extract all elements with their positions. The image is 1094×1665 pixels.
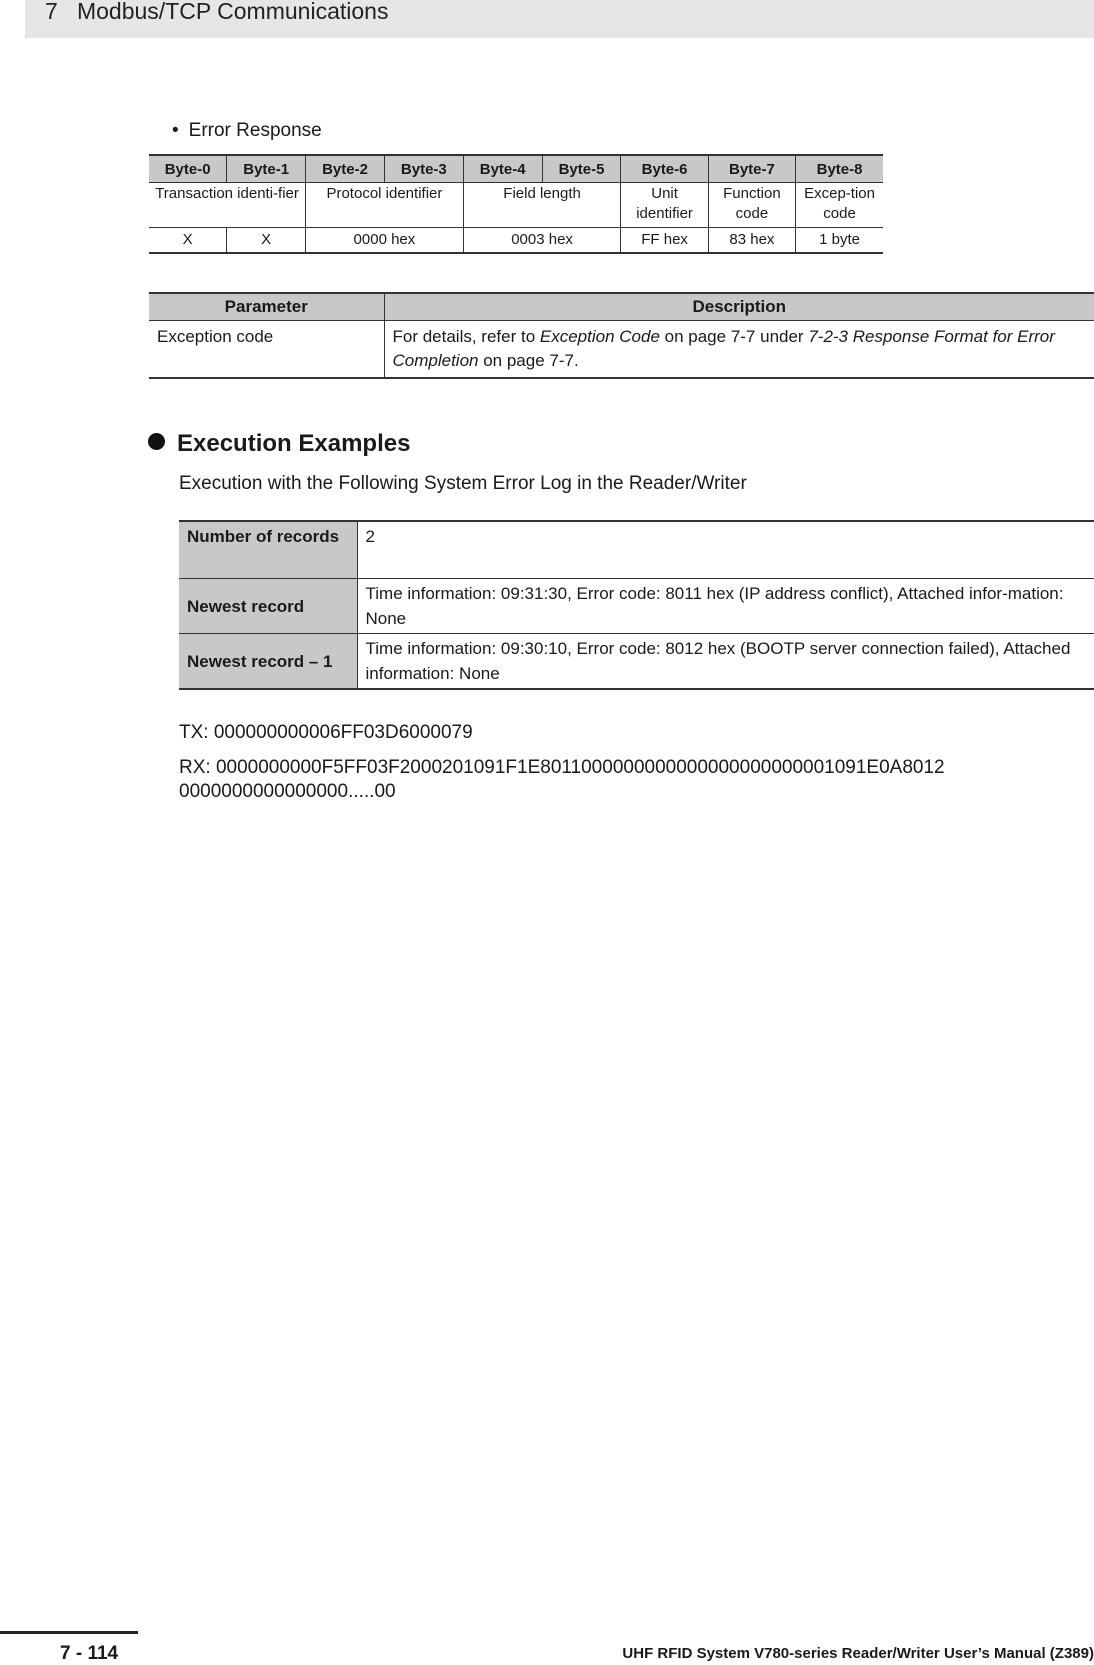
footer-rule (0, 1631, 138, 1634)
execution-subtitle: Execution with the Following System Error Log in the Reader/Writer (179, 473, 747, 494)
byte-header: Byte-0 (149, 155, 227, 183)
filled-circle-icon (148, 433, 165, 450)
byte-header: Byte-6 (621, 155, 708, 183)
byte-header: Byte-5 (542, 155, 621, 183)
byte-header-row (149, 155, 883, 183)
unit-identifier-cell: Unit identifier (621, 183, 708, 228)
execution-examples-title: Execution Examples (177, 430, 411, 457)
parameter-description (384, 321, 1094, 379)
byte-header: Byte-8 (796, 155, 883, 183)
field-length-cell: Field length (463, 183, 621, 228)
byte-value-row (149, 228, 883, 254)
parameter-column-header: Parameter (149, 293, 384, 321)
record-value: Time information: 09:30:10, Error code: 8012 hex (BOOTP server connection failed), Attached information: None (365, 639, 1071, 683)
transaction-identifier-cell: Transaction identi-fier (149, 183, 306, 228)
table-row (149, 321, 1094, 379)
record-label: Newest record – 1 (179, 634, 357, 690)
protocol-identifier-cell: Protocol identifier (306, 183, 464, 228)
protocol-value: 0000 hex (306, 228, 464, 254)
byte-header: Byte-4 (463, 155, 542, 183)
exception-value: 1 byte (796, 228, 883, 254)
desc-text: on page 7-7. (478, 351, 579, 370)
record-label: Number of records (179, 521, 357, 579)
chapter-title: 7 Modbus/TCP Communications (45, 0, 389, 24)
error-response-byte-table (149, 154, 883, 254)
description-column-header: Description (384, 293, 1094, 321)
byte-header: Byte-7 (708, 155, 795, 183)
byte0-value: X (149, 228, 227, 254)
execution-examples-heading (148, 430, 410, 458)
parameter-table (149, 292, 1094, 379)
manual-title: UHF RFID System V780-series Reader/Writer User’s Manual (Z389) (622, 1645, 1094, 1662)
parameter-name: Exception code (149, 321, 384, 379)
unit-value: FF hex (621, 228, 708, 254)
record-value: Time information: 09:31:30, Error code: 8011 hex (IP address conflict), Attached infor-mation: None (365, 584, 1064, 628)
byte-description-row (149, 183, 883, 228)
page-number: 7 - 114 (60, 1643, 119, 1664)
byte-header: Byte-1 (227, 155, 306, 183)
byte1-value: X (227, 228, 306, 254)
function-code-cell: Function code (708, 183, 795, 228)
bullet-icon: • (172, 120, 179, 141)
section-reference: 7-2-3 Response Format for Error Completion (392, 327, 1055, 370)
byte-header: Byte-3 (384, 155, 463, 183)
error-response-heading (172, 120, 322, 142)
desc-text: For details, refer to (392, 327, 540, 346)
tx-frame: TX: 000000000006FF03D6000079 (179, 722, 473, 743)
record-label: Newest record (179, 579, 357, 634)
error-log-table (179, 520, 1094, 690)
desc-text: on page 7-7 under (659, 327, 809, 346)
exception-code-cell: Excep-tion code (796, 183, 883, 228)
rx-frame-line2: 0000000000000000.....00 (179, 781, 396, 802)
table-row (179, 521, 1094, 579)
byte-header: Byte-2 (306, 155, 385, 183)
field-length-value: 0003 hex (463, 228, 621, 254)
error-response-title: Error Response (188, 120, 322, 141)
function-value: 83 hex (708, 228, 795, 254)
record-value: 2 (365, 527, 375, 546)
exception-code-reference: Exception Code (539, 327, 660, 346)
rx-frame-line1: RX: 0000000000F5FF03F2000201091F1E8011000000000000000000000001091E0A8012 (179, 757, 945, 778)
table-row (179, 579, 1094, 634)
table-row (179, 634, 1094, 690)
